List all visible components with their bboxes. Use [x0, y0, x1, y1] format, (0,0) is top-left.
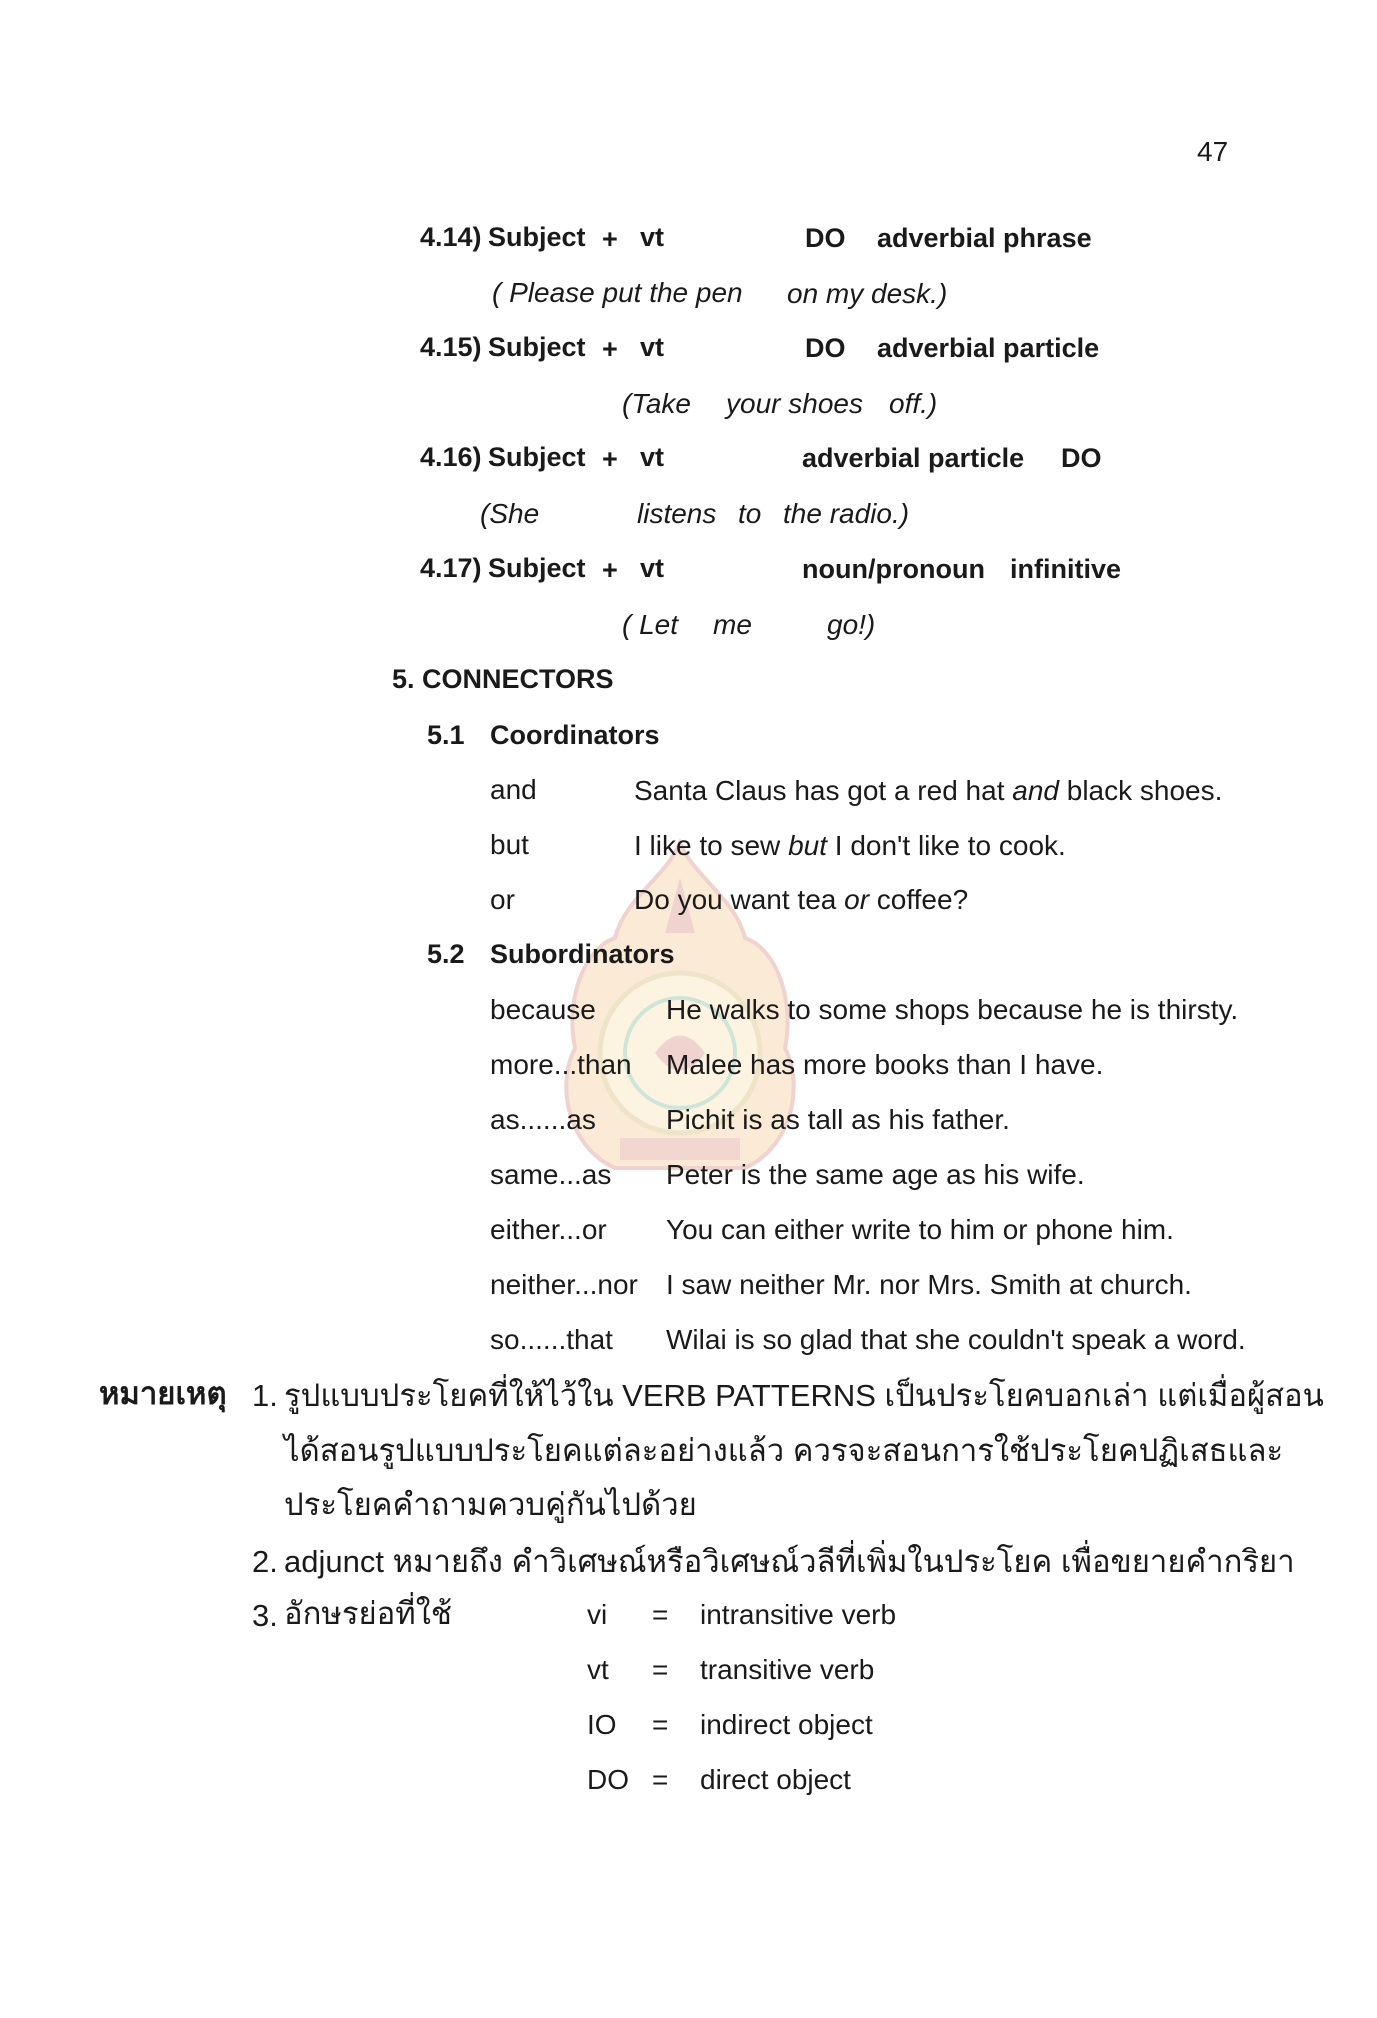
pattern-subject: Subject	[488, 442, 586, 472]
abbreviation-meaning: indirect object	[700, 1709, 873, 1740]
pattern-plus: +	[602, 555, 618, 585]
subsection-number: 5.2	[427, 939, 465, 969]
pattern-verb: vt	[640, 222, 665, 252]
connector-sentence: Wilai is so glad that she couldn't speak a word.	[666, 1324, 1246, 1355]
connector-word: either...or	[490, 1214, 607, 1245]
connector-word: so......that	[490, 1324, 613, 1355]
connector-sentence: Pichit is as tall as his father.	[666, 1104, 1010, 1135]
connector-word: neither...nor	[490, 1269, 638, 1300]
abbreviation: DO	[587, 1764, 629, 1795]
pattern-example-part: go!)	[827, 609, 876, 640]
pattern-example-part: the radio.)	[783, 498, 910, 529]
note-number: 2.	[252, 1544, 278, 1579]
abbreviation-meaning: intransitive verb	[700, 1599, 897, 1630]
pattern-example-part: on my desk.)	[787, 278, 948, 309]
pattern-plus: +	[602, 444, 618, 474]
connector-word: same...as	[490, 1159, 612, 1190]
abbreviation: vi	[587, 1599, 608, 1630]
pattern-subject: Subject	[488, 332, 586, 362]
connector-word: more...than	[490, 1049, 632, 1080]
connector-word: and	[490, 774, 537, 805]
abbreviation: vt	[587, 1654, 609, 1685]
abbreviation: IO	[587, 1709, 617, 1740]
pattern-col2: adverbial particle	[877, 333, 1100, 363]
connector-sentence: You can either write to him or phone him.	[666, 1214, 1174, 1245]
pattern-col2: infinitive	[1010, 554, 1122, 584]
connector-sentence: Malee has more books than I have.	[666, 1049, 1104, 1080]
note-number: 3.	[252, 1598, 278, 1633]
pattern-example-part: listens	[637, 498, 717, 529]
connector-word: or	[490, 884, 515, 915]
pattern-verb: vt	[640, 332, 665, 362]
pattern-col1: DO	[805, 333, 846, 363]
connector-sentence: Peter is the same age as his wife.	[666, 1159, 1085, 1190]
connector-sentence: He walks to some shops because he is thirsty.	[666, 994, 1239, 1025]
pattern-col1: noun/pronoun	[802, 554, 985, 584]
abbreviations-label: อักษรย่อที่ใช้	[284, 1596, 452, 1631]
connector-word: because	[490, 994, 596, 1025]
connector-word: but	[490, 829, 529, 860]
note-number: 1.	[252, 1378, 278, 1413]
section-heading: 5. CONNECTORS	[392, 664, 614, 694]
pattern-example-part: ( Please put the pen	[492, 277, 743, 308]
pattern-number: 4.14)	[420, 222, 482, 252]
pattern-plus: +	[602, 224, 618, 254]
pattern-number: 4.16)	[420, 442, 482, 472]
connector-word: as......as	[490, 1104, 596, 1135]
pattern-col2: DO	[1061, 443, 1102, 473]
pattern-number: 4.15)	[420, 332, 482, 362]
pattern-example-part: (She	[480, 498, 540, 529]
connector-sentence: Santa Claus has got a red hat and black shoes.	[634, 775, 1223, 806]
pattern-verb: vt	[640, 442, 665, 472]
pattern-subject: Subject	[488, 222, 586, 252]
note-line: ประโยคคำถามควบคู่กันไปด้วย	[284, 1487, 697, 1522]
abbreviation-equals: =	[652, 1764, 669, 1795]
pattern-number: 4.17)	[420, 553, 482, 583]
note-text: adjunct หมายถึง คำวิเศษณ์หรือวิเศษณ์วลีที่เพิ่มในประโยค เพื่อขยายคำกริยา	[284, 1544, 1295, 1579]
connector-sentence: Do you want tea or coffee?	[634, 884, 969, 915]
abbreviation-equals: =	[652, 1599, 669, 1630]
connector-sentence: I saw neither Mr. nor Mrs. Smith at church.	[666, 1269, 1192, 1300]
abbreviation-equals: =	[652, 1709, 669, 1740]
pattern-example-part: your shoes	[726, 388, 863, 419]
subsection-title: Subordinators	[490, 939, 675, 969]
pattern-verb: vt	[640, 553, 665, 583]
pattern-example-part: ( Let	[622, 609, 679, 640]
pattern-col2: adverbial phrase	[877, 223, 1092, 253]
connector-sentence: I like to sew but I don't like to cook.	[634, 830, 1066, 861]
abbreviation-meaning: direct object	[700, 1764, 851, 1795]
pattern-example-part: off.)	[889, 388, 938, 419]
page-number: 47	[1197, 136, 1229, 167]
notes-label: หมายเหตุ	[99, 1376, 227, 1411]
note-line: รูปแบบประโยคที่ให้ไว้ใน VERB PATTERNS เป็นประโยคบอกเล่า แต่เมื่อผู้สอน	[284, 1378, 1324, 1413]
pattern-example-part: (Take	[622, 388, 692, 419]
pattern-col1: DO	[805, 223, 846, 253]
subsection-number: 5.1	[427, 720, 465, 750]
pattern-example-part: me	[713, 609, 752, 640]
pattern-col1: adverbial particle	[802, 443, 1025, 473]
subsection-title: Coordinators	[490, 720, 660, 750]
pattern-subject: Subject	[488, 553, 586, 583]
pattern-example-part: to	[738, 498, 762, 529]
abbreviation-equals: =	[652, 1654, 669, 1685]
abbreviation-meaning: transitive verb	[700, 1654, 875, 1685]
pattern-plus: +	[602, 334, 618, 364]
note-line: ได้สอนรูปแบบประโยคแต่ละอย่างแล้ว ควรจะสอนการใช้ประโยคปฏิเสธและ	[284, 1433, 1284, 1468]
